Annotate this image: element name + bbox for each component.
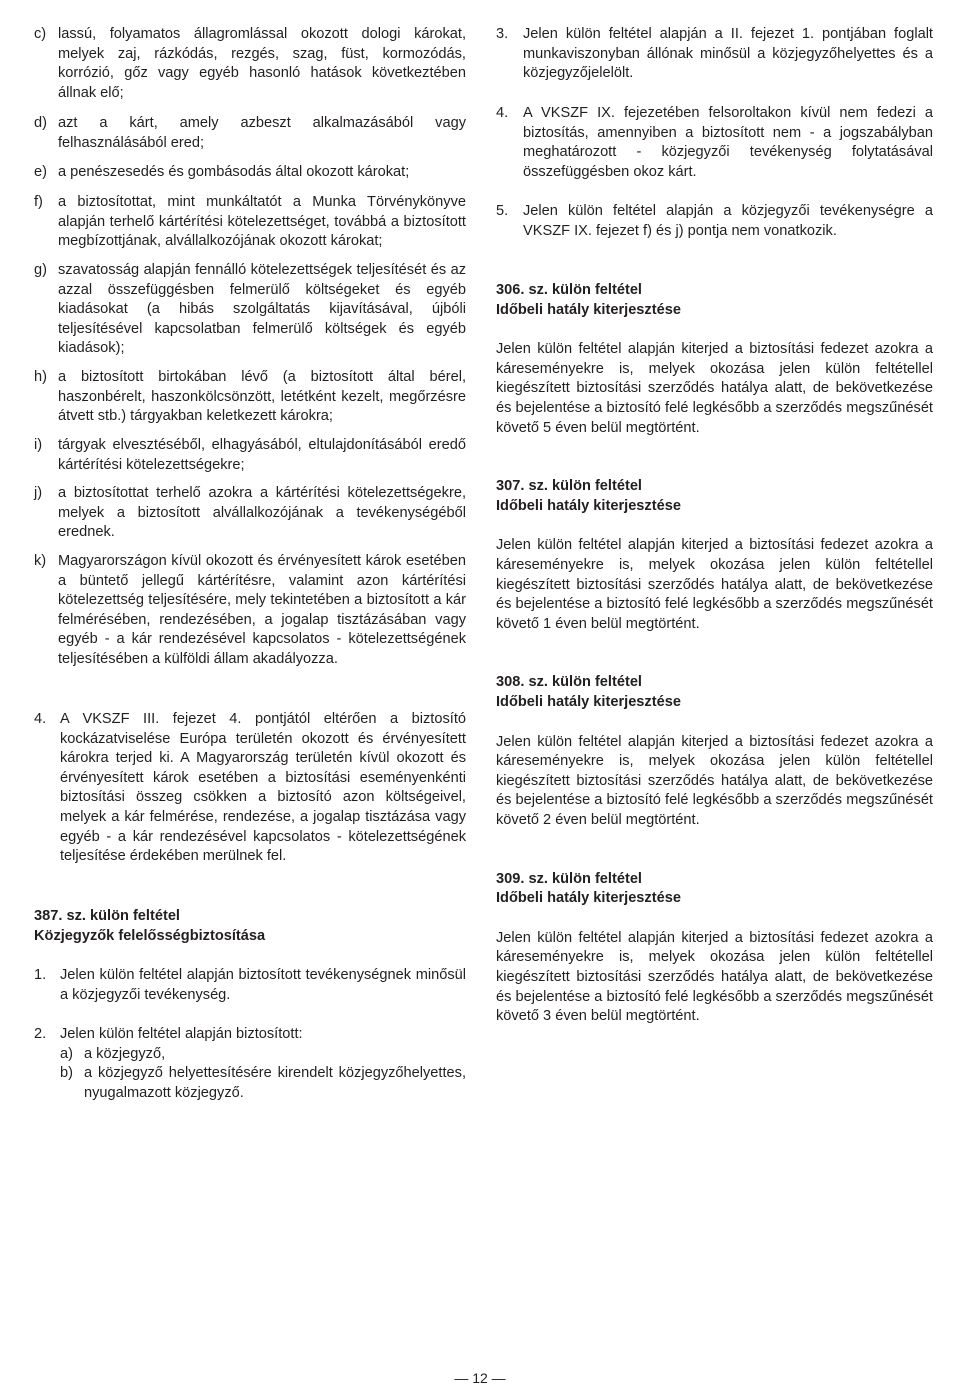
list-text: Jelen külön feltétel alapján biztosított tevékenységnek minősül a közjegyzői tevékenység. xyxy=(60,967,466,1003)
list-item xyxy=(34,552,466,689)
right-column xyxy=(496,0,933,1027)
sub-item xyxy=(34,1064,466,1103)
section-text: Jelen külön feltétel alapján kiterjed a biztosítási fedezet azokra a káreseményekre is, melyek okozása jelen külön feltétellel kiegészített biztosítási szerződés hatálya alatt, de bekövetkezése és bejelentése a biztosító felé legkésőbb a szerződés megszűnését követő 1 éven belül megtörtént. xyxy=(496,537,933,632)
list-text: A VKSZF IX. fejezetében felsoroltakon kívül nem fedezi a biztosítás, amennyiben a biztosított nem - a jogszabályban meghatározott - közjegyzői tevékenység folytatásával összefüggésben okoz kárt. xyxy=(523,105,933,180)
section-title: Időbeli hatály kiterjesztése xyxy=(496,301,681,318)
list-marker: 4. xyxy=(34,711,47,727)
list-marker: a) xyxy=(60,1045,73,1062)
section-387 xyxy=(34,907,466,1104)
list-item xyxy=(34,163,466,183)
section-307 xyxy=(496,477,933,634)
section-title: Időbeli hatály kiterjesztése xyxy=(496,890,681,907)
section-number: 306. sz. külön feltétel xyxy=(496,282,642,298)
list-marker: c) xyxy=(34,26,47,42)
list-marker: d) xyxy=(34,115,47,131)
list-text: Jelen külön feltétel alapján biztosított: xyxy=(60,1026,303,1043)
sub-item xyxy=(34,1045,466,1065)
section-number: 307. sz. külön feltétel xyxy=(496,478,642,495)
list-marker: 4. xyxy=(496,105,509,121)
section-item xyxy=(34,966,466,1005)
section-title: Közjegyzők felelősségbiztosítása xyxy=(34,927,266,944)
list-item xyxy=(34,368,466,427)
list-text: azt a kárt, amely azbeszt alkalmazásából vagy felhasználásából ered; xyxy=(58,115,466,151)
list-text: Magyarországon kívül okozott és érvényesített károk esetében a büntető jellegű kártérítésre, valamint azon kártérítési kötelezettség teljesítésére, mely tekintetében a biztosított a kár felmérésében, rendezésében, a jogalap tisztázásában vagy egyéb - a kár rendezésével kapcsolatos - kötelezettségének teljesítésében a külföldi állam akadályozza. xyxy=(58,553,466,667)
section-308 xyxy=(496,673,933,830)
paragraph-4 xyxy=(34,710,466,867)
list-marker: b) xyxy=(60,1065,73,1082)
section-title: Időbeli hatály kiterjesztése xyxy=(496,693,681,710)
list-item xyxy=(34,114,466,153)
list-text: a biztosítottat, mint munkáltatót a Munka Törvénykönyve alapján terhelő kártérítési kötelezettséget, továbbá a biztosított megbízottjának, alvállalkozójának okozott károkat; xyxy=(58,194,466,250)
left-column xyxy=(34,0,466,1104)
list-marker: 2. xyxy=(34,1026,47,1043)
list-text: A VKSZF III. fejezet 4. pontjától eltérően a biztosító kockázatviselése Európa területén okozott és érvényesített károkra terjed ki. A Magyarország területén kívül okozott és érvényesített károk esetében a biztosítási eseményenkénti biztosítási összeg csökken a biztosító azon költségeivel, melyek a kár felmérése, rendezése, a jogalap tisztázása vagy egyéb - a kár rendezésével kapcsolatos - kötelezettségének teljesítése érdekében merülnek fel. xyxy=(60,711,466,865)
section-text: Jelen külön feltétel alapján kiterjed a biztosítási fedezet azokra a káreseményekre is, melyek okozása jelen külön feltétellel kiegészített biztosítási szerződés hatálya alatt, de bekövetkezése és bejelentése a biztosító felé legkésőbb a szerződés megszűnését követő 2 éven belül megtörtént. xyxy=(496,733,933,828)
list-text: tárgyak elvesztéséből, elhagyásából, eltulajdonításából eredő kártérítési kötelezettségekre; xyxy=(58,437,466,473)
list-item xyxy=(34,484,466,543)
list-marker: j) xyxy=(34,485,43,501)
list-marker: 5. xyxy=(496,203,509,219)
list-marker: g) xyxy=(34,262,47,278)
section-309 xyxy=(496,870,933,1027)
list-marker: k) xyxy=(34,553,47,569)
numbered-item xyxy=(496,104,933,182)
list-text: a biztosított birtokában lévő (a biztosított által bérel, haszonbérelt, haszonkölcsönzött, letétként kezelt, megőrzésre átvett stb.) tárgyakban keletkezett károkra; xyxy=(58,369,466,425)
list-text: lassú, folyamatos állagromlással okozott dologi károkat, melyek zaj, rázkódás, rezgés, szag, füst, kormozódás, korrózió, gőz vagy egyéb hasonló hatások következtében állnak elő; xyxy=(58,26,466,101)
section-item xyxy=(34,1025,466,1045)
section-text: Jelen külön feltétel alapján kiterjed a biztosítási fedezet azokra a káreseményekre is, melyek okozása jelen külön feltétellel kiegészített biztosítási szerződés hatálya alatt, de bekövetkezése és bejelentése a biztosító felé legkésőbb a szerződés megszűnését követő 3 éven belül megtörtént. xyxy=(496,929,933,1025)
list-text: Jelen külön feltétel alapján a II. fejezet 1. pontjában foglalt munkaviszonyban állónak minősül a közjegyzőhelyettes és a közjegyzőjelelölt. xyxy=(523,26,933,82)
list-text: szavatosság alapján fennálló kötelezettségek teljesítését és az azzal összefüggésben felmerülő költségeket és egyéb kiadásokat (a hibás szolgáltatás kijavításával, újbóli teljesítésével kapcsolatban felmerülő költségek és egyéb kiadások); xyxy=(58,262,466,357)
list-marker: i) xyxy=(34,437,43,453)
section-306 xyxy=(496,281,933,438)
list-marker: f) xyxy=(34,194,43,210)
list-text: a biztosítottat terhelő azokra a kártérítési kötelezettségekre, melyek a biztosított alvállalkozójának a tevékenységéből erednek. xyxy=(58,485,466,541)
list-item xyxy=(34,193,466,252)
exclusion-list xyxy=(34,0,466,689)
page-number: — 12 — xyxy=(454,1370,506,1386)
list-text: a közjegyző, xyxy=(84,1045,166,1062)
numbered-item xyxy=(496,25,933,84)
section-title: Időbeli hatály kiterjesztése xyxy=(496,497,681,514)
list-text: a közjegyző helyettesítésére kirendelt közjegyzőhelyettes, nyugalmazott közjegyző. xyxy=(84,1065,466,1101)
section-number: 308. sz. külön feltétel xyxy=(496,674,642,691)
section-text: Jelen külön feltétel alapján kiterjed a biztosítási fedezet azokra a káreseményekre is, melyek okozása jelen külön feltétellel kiegészített biztosítási szerződés hatálya alatt, de bekövetkezése és bejelentése a biztosító felé legkésőbb a szerződés megszűnését követő 5 éven belül megtörtént. xyxy=(496,341,933,436)
list-marker: h) xyxy=(34,369,47,385)
list-text: Jelen külön feltétel alapján a közjegyzői tevékenységre a VKSZF IX. fejezet f) és j) pontja nem vonatkozik. xyxy=(523,203,933,239)
list-marker: 3. xyxy=(496,26,509,42)
section-number: 387. sz. külön feltétel xyxy=(34,908,180,924)
list-marker: 1. xyxy=(34,967,47,984)
list-marker: e) xyxy=(34,164,47,180)
list-item xyxy=(34,25,466,104)
list-item xyxy=(34,436,466,475)
list-text: a penészesedés és gombásodás által okozott károkat; xyxy=(58,164,410,180)
numbered-item xyxy=(496,202,933,241)
list-item xyxy=(34,261,466,359)
section-number: 309. sz. külön feltétel xyxy=(496,870,642,887)
